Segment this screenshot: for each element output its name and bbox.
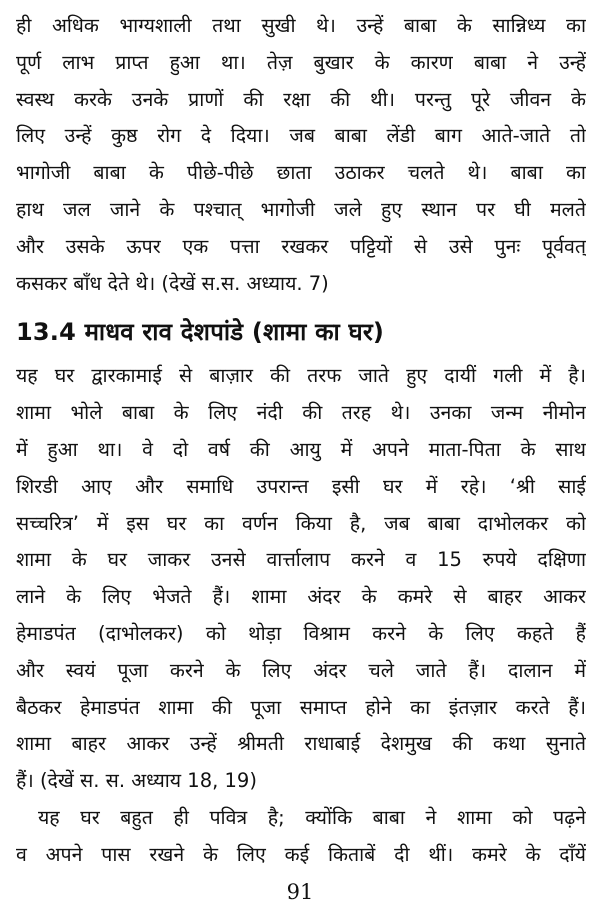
text-line: भागोजी बाबा के पीछे-पीछे छाता उठाकर चलते थे। बाबा का <box>16 161 586 185</box>
text-line: शामा भोले बाबा के लिए नंदी की तरह थे। उनका जन्म नीमोन <box>16 401 586 425</box>
text-line: और उसके ऊपर एक पत्ता रखकर पट्टियों से उसे पुनः पूर्ववत् <box>16 234 586 258</box>
text-line: यह घर द्वारकामाई से बाज़ार की तरफ जाते हुए दायीं गली में है। <box>16 364 586 388</box>
text-line: बैठकर हेमाडपंत शामा की पूजा समाप्त होने का इंतज़ार करते हैं। <box>16 695 586 719</box>
text-line: पूर्ण लाभ प्राप्त हुआ था। तेज़ बुखार के कारण बाबा ने उन्हें <box>16 50 586 74</box>
text-line: हाथ जल जाने के पश्चात् भागोजी जले हुए स्थान पर घी मलते <box>16 197 586 221</box>
text-line: शामा के घर जाकर उनसे वार्त्तालाप करने व 15 रुपये दक्षिणा <box>16 548 586 572</box>
text-line: शिरडी आए और समाधि उपरान्त इसी घर में रहे। ‘श्री साई <box>16 474 586 498</box>
text-line: व अपने पास रखने के लिए कई किताबें दी थीं। कमरे के दाँयें <box>16 842 586 866</box>
text-line: यह घर बहुत ही पवित्र है; क्योंकि बाबा ने शामा को पढ़ने <box>38 805 586 829</box>
paragraph-sacred-house <box>16 800 586 874</box>
text-line: हैं। (देखें स. स. अध्याय 18, 19) <box>16 769 257 793</box>
text-line: ही अधिक भाग्यशाली तथा सुखी थे। उन्हें बाबा के सान्निध्य का <box>16 14 586 37</box>
text-line: लिए उन्हें कुष्ठ रोग दे दिया। जब बाबा लेंडी बाग आते-जाते तो <box>16 124 586 148</box>
text-line: स्वस्थ करके उनके प्राणों की रक्षा की थी। परन्तु पूरे जीवन के <box>16 87 586 111</box>
text-line: हेमाडपंत (दाभोलकर) को थोड़ा विश्राम करने के लिए कहते हैं <box>16 621 586 645</box>
paragraph-shama-house <box>16 358 586 800</box>
text-line: में हुआ था। वे दो वर्ष की आयु में अपने माता-पिता के साथ <box>16 437 586 461</box>
text-line: सच्चरित्र’ में इस घर का वर्णन किया है, जब बाबा दाभोलकर को <box>16 511 586 535</box>
text-line: शामा बाहर आकर उन्हें श्रीमती राधाबाई देशमुख की कथा सुनाते <box>16 732 586 756</box>
paragraph-bhagoji <box>16 8 586 302</box>
section-heading: 13.4 माधव राव देशपांडे (शामा का घर) <box>16 318 385 347</box>
text-line: लाने के लिए भेजते हैं। शामा अंदर के कमरे से बाहर आकर <box>16 585 586 609</box>
page-number: 91 <box>286 880 314 904</box>
text-line: कसकर बाँध देते थे। (देखें स.स. अध्याय. 7) <box>16 271 329 295</box>
text-line: और स्वयं पूजा करने के लिए अंदर चले जाते हैं। दालान में <box>16 658 586 682</box>
